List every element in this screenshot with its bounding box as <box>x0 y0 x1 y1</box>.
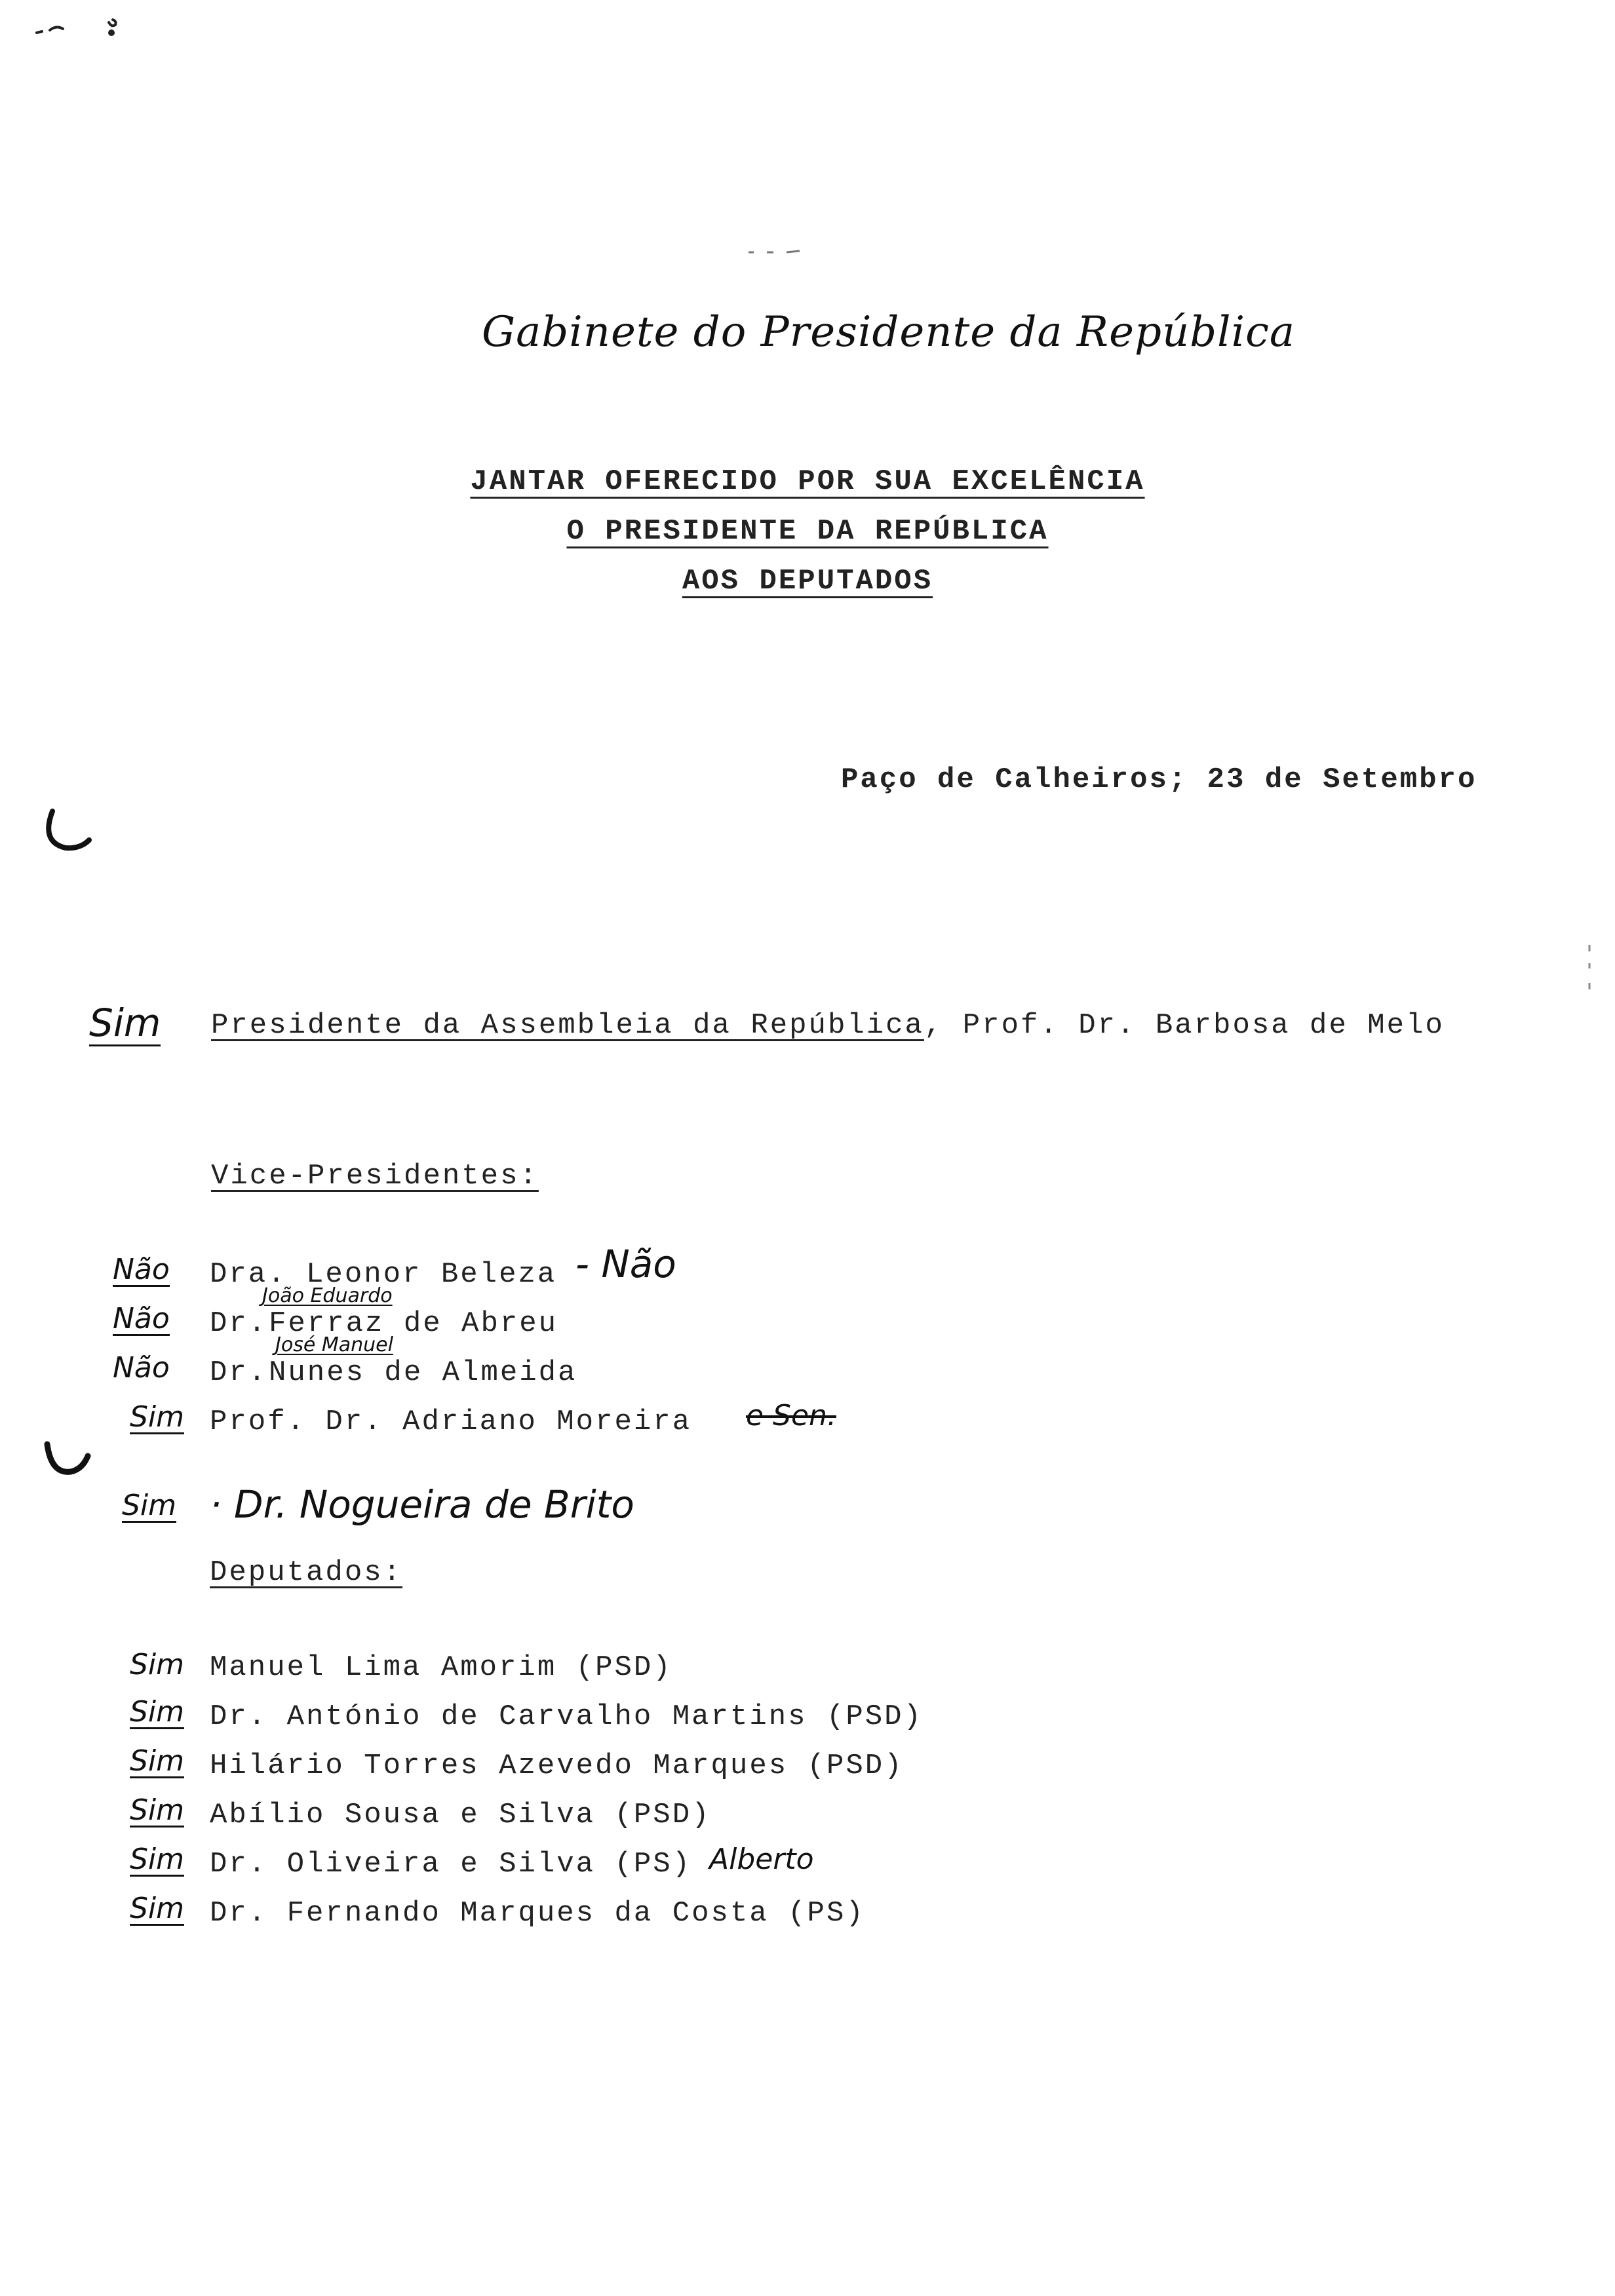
vice-row-1-note: - Não <box>575 1242 676 1286</box>
page-title-line-3 <box>0 565 1615 598</box>
vice-row-2-prefix: Dr. <box>210 1307 268 1340</box>
vice-row-3-insert: José Manuel <box>275 1333 393 1356</box>
binder-hole-mark-upper <box>39 806 98 858</box>
deputy-row-6-mark: Sim <box>130 1892 185 1925</box>
vice-row-1-name: Dra. Leonor Beleza <box>210 1258 557 1291</box>
page-title-line-1 <box>0 465 1615 498</box>
deputies-header: Deputados: <box>210 1556 403 1589</box>
place-date: Paço de Calheiros; 23 de Setembro <box>841 763 1477 796</box>
page-title-line-2 <box>0 515 1615 548</box>
deputy-row-4-mark: Sim <box>130 1793 185 1827</box>
deputy-row-1-mark: Sim <box>130 1648 185 1681</box>
vice-row-3-name: Nunes de Almeida <box>269 1356 577 1389</box>
deputy-row-5-name: Dr. Oliveira e Silva (PS) <box>210 1848 692 1881</box>
president-line <box>211 1009 1445 1042</box>
deputy-row-1-name: Manuel Lima Amorim (PSD) <box>210 1651 672 1684</box>
vice-presidents-header: Vice-Presidentes: <box>211 1160 539 1193</box>
added-row-mark: Sim <box>122 1489 177 1522</box>
vice-row-4-note: e Sen. <box>746 1399 836 1432</box>
vice-row-3-prefix: Dr. <box>210 1356 268 1389</box>
deputy-row-5-mark: Sim <box>130 1843 185 1876</box>
vice-row-2-name: Ferraz de Abreu <box>269 1307 558 1340</box>
deputy-row-2-name: Dr. António de Carvalho Martins (PSD) <box>210 1700 923 1733</box>
deputy-row-3-mark: Sim <box>130 1744 185 1778</box>
deputy-row-6-name: Dr. Fernando Marques da Costa (PS) <box>210 1897 865 1930</box>
scan-speck-2 <box>1586 944 1593 996</box>
heading-line-2: O PRESIDENTE DA REPÚBLICA <box>566 515 1049 548</box>
heading-line-3: AOS DEPUTADOS <box>682 565 933 598</box>
letterhead: Gabinete do Presidente da República <box>482 308 1296 356</box>
vice-row-2-insert: João Eduardo <box>262 1284 393 1307</box>
vice-row-4-name: Prof. Dr. Adriano Moreira <box>210 1406 692 1438</box>
deputy-row-5-note: Alberto <box>709 1843 814 1876</box>
president-attendance-mark: Sim <box>89 1001 161 1045</box>
vice-row-4-mark: Sim <box>130 1400 185 1434</box>
vice-row-3-mark: Não <box>113 1351 170 1385</box>
deputy-row-2-mark: Sim <box>130 1695 185 1729</box>
vice-row-2-mark: Não <box>113 1302 170 1335</box>
president-title: Presidente da Assembleia da República <box>211 1009 924 1042</box>
deputy-row-4-name: Abílio Sousa e Silva (PSD) <box>210 1799 711 1831</box>
scan-speck-1 <box>747 249 806 256</box>
added-row-name: · Dr. Nogueira de Brito <box>210 1482 634 1527</box>
heading-line-1: JANTAR OFERECIDO POR SUA EXCELÊNCIA <box>470 465 1145 498</box>
president-name: , Prof. Dr. Barbosa de Melo <box>924 1009 1445 1042</box>
deputy-row-3-name: Hilário Torres Azevedo Marques (PSD) <box>210 1750 904 1782</box>
corner-scribble-mark <box>33 13 105 39</box>
vice-row-1-mark: Não <box>113 1253 170 1286</box>
binder-hole-mark-lower <box>38 1435 97 1487</box>
